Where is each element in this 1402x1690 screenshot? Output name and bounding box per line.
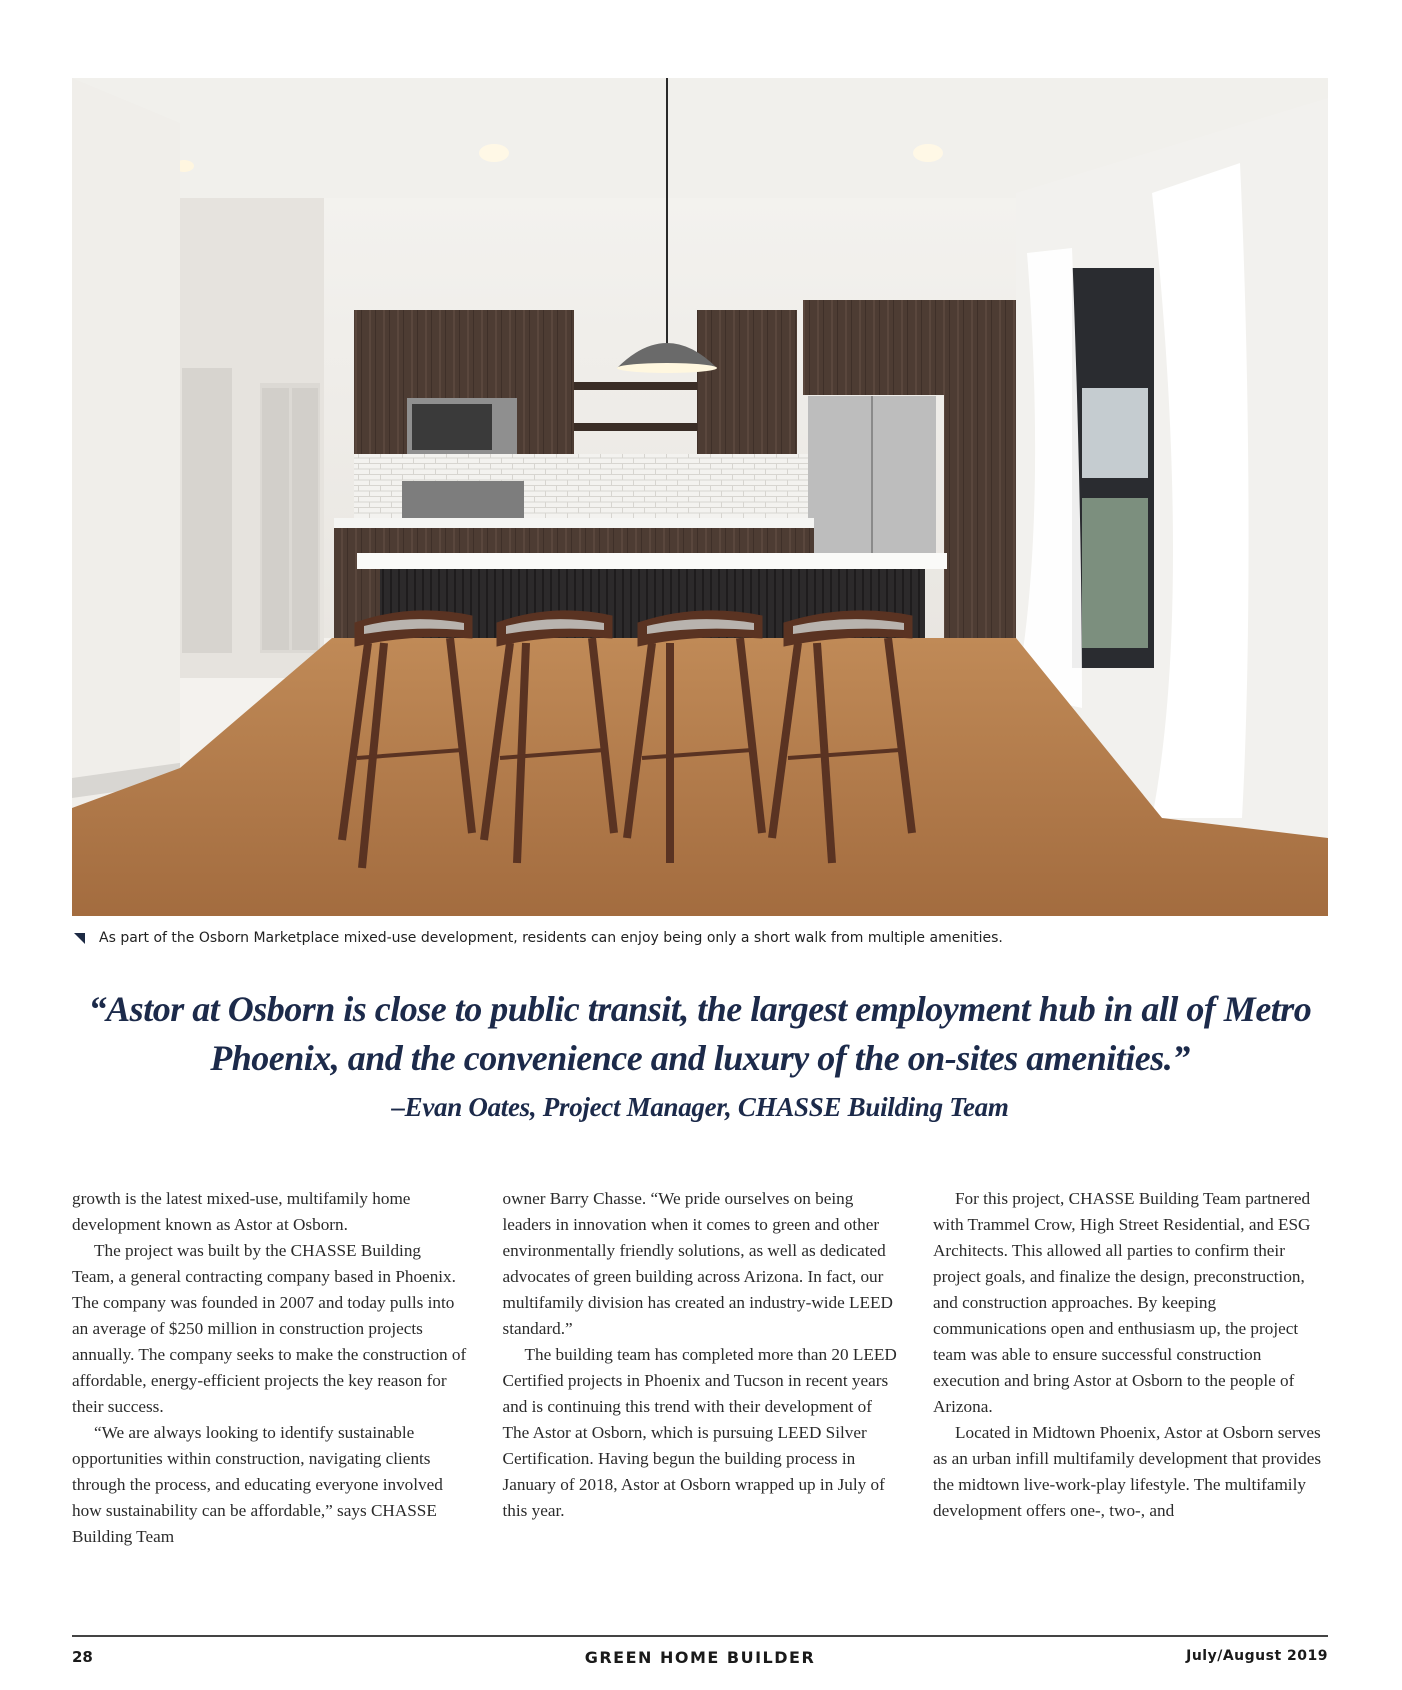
paragraph: The project was built by the CHASSE Building Team, a general contracting company based in Phoenix. The company was founded in 2007 and today pulls into an average of $250 million in construction projects annually. The company seeks to make the construction of affordable, energy-efficient projects the key reason for their success. xyxy=(72,1241,467,1416)
kitchen-illustration xyxy=(72,78,1328,916)
paragraph: owner Barry Chasse. “We pride ourselves on being leaders in innovation when it comes to green and other environmentally friendly solutions, as well as dedicated advocates of green building across Arizona. In fact, our multifamily division has created an industry-wide LEED standard.” xyxy=(502,1189,893,1338)
paragraph: For this project, CHASSE Building Team partnered with Trammel Crow, High Street Residential, and ESG Architects. This allowed all parties to confirm their project goals, and finalize the design, preconstruction, and construction approaches. By keeping communications open and enthusiasm up, the project team was able to ensure successful construction execution and bring Astor at Osborn to the people of Arizona. xyxy=(933,1189,1311,1416)
article-body xyxy=(72,1186,1328,1586)
magazine-name: GREEN HOME BUILDER xyxy=(584,1648,816,1667)
kitchen-photo xyxy=(72,78,1328,916)
page-number: 28 xyxy=(72,1648,93,1666)
caption-text: As part of the Osborn Marketplace mixed-use development, residents can enjoy being only a short walk from multiple amenities. xyxy=(99,930,1003,946)
paragraph: growth is the latest mixed-use, multifamily home development known as Astor at Osborn. xyxy=(72,1189,411,1234)
triangle-marker-icon xyxy=(74,933,85,944)
pull-quote-line-1: “Astor at Osborn is close to public transit, the largest employment hub in all of Metro xyxy=(88,989,1312,1029)
paragraph: The building team has completed more than 20 LEED Certified projects in Phoenix and Tucson in recent years and is continuing this trend with their development of The Astor at Osborn, which is pursuing LEED Silver Certification. Having begun the building process in January of 2018, Astor at Osborn wrapped up in July of this year. xyxy=(502,1345,897,1520)
pull-quote xyxy=(72,985,1328,1127)
page-footer xyxy=(72,1648,1328,1670)
pull-quote-attribution: –Evan Oates, Project Manager, CHASSE Building Team xyxy=(391,1092,1009,1122)
article-column-3 xyxy=(933,1186,1328,1586)
footer-divider xyxy=(72,1635,1328,1637)
paragraph: Located in Midtown Phoenix, Astor at Osborn serves as an urban infill multifamily development that provides the midtown live-work-play lifestyle. The multifamily development offers one-, two-, and xyxy=(933,1423,1322,1520)
photo-caption xyxy=(72,926,1328,950)
article-column-2 xyxy=(503,1186,898,1586)
issue-date: July/August 2019 xyxy=(1186,1648,1328,1664)
article-column-1 xyxy=(72,1186,467,1586)
paragraph: “We are always looking to identify sustainable opportunities within construction, navigating clients through the process, and educating everyone involved how sustainability can be affordable,” says CHASSE Building Team xyxy=(72,1423,443,1546)
pull-quote-line-2: Phoenix, and the convenience and luxury of the on-sites amenities.” xyxy=(210,1038,1190,1078)
